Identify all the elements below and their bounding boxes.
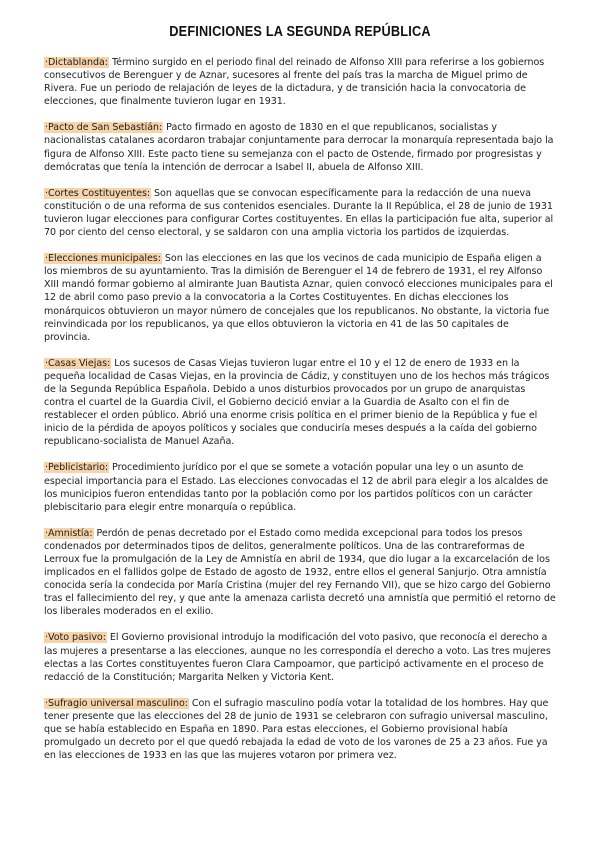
definition-elecciones-municipales (44, 252, 556, 344)
definition-text: Son aquellas que se convocan específicamente para la redacción de una nueva constitución o de una reforma de sus contenidos esenciales. Durante la II República, el 28 de junio de 1931 tuvieron lugar elecciones para configurar Cortes costituyentes. En ellas la participación fue alta, superior al 70 por ciento del censo electoral, y se saldaron con una amplia victoria los partidos de izquierdas. (44, 187, 554, 239)
definition-plebiscitario (44, 461, 556, 513)
definition-text: El Govierno provisional introdujo la modificación del voto pasivo, que reconocía el derecho a las mujeres a presentarse a las elecciones, aunque no les correspondía el derecho a voto. Las tres mujeres electas a las Cortes constituyentes fueron Clara Campoamor, que participó activamente en el proceso de redacció de la Constitución; Margarita Nelken y Victoria Kent. (44, 632, 551, 683)
term-label: ·Dictablanda: (45, 57, 108, 68)
definition-sufragio-universal-masculino (44, 697, 556, 762)
definition-voto-pasivo (44, 631, 556, 683)
definition-cortes-costituyentes (44, 187, 556, 239)
term-label: ·Casas Viejas: (45, 357, 111, 369)
term-label: ·Pacto de San Sebastián: (45, 122, 163, 134)
definition-text: Término surgido en el periodo final del reinado de Alfonso XIII para referirse a los gobiernos consecutivos de Berenguer y de Aznar, sucesores al frente del país tras la marcha de Miguel primo de Rivera. Fue un periodo de relajación de leyes de la dictadura, y de transición hacia la convocatoria de elecciones, que finalmente tuvieron lugar en 1931. (44, 57, 545, 108)
definition-text: Procedimiento jurídico por el que se somete a votación popular una ley o un asunto de especial importancia para el Estado. Las elecciones convocadas el 12 de abril para elegir a los alcaldes de los municipios fueron entendidas tanto por la población como por los partidos políticos con un carácter plebiscitario para elegir entre monarquía o república. (44, 462, 549, 513)
definition-text: Son las elecciones en las que los vecinos de cada municipio de España eligen a los miembros de su ayuntamiento. Tras la dimisión de Berenguer el 14 de febrero de 1931, el rey Alfonso XIII mandó formar gobierno al almirante Juan Bautista Aznar, quien convocó elecciones municipales para el 12 de abril como paso previo a la convocatoria a la Cortes Costituyentes. En dichas elecciones los monárquicos obtuvieron un mayor número de concejales que los republicanos. No obstante, la victoria fue reinvindicada por los republicanos, ya que ellos obtuvieron la victoria en 41 de las 50 capitales de provincia. (44, 253, 553, 343)
page-title: DEFINICIONES LA SEGUNDA REPÚBLICA (169, 24, 431, 40)
term-label: ·Voto pasivo: (45, 632, 106, 644)
term-label: ·Elecciones municipales: (45, 253, 161, 265)
definition-text: Pacto firmado en agosto de 1830 en el que republicanos, socialistas y nacionalistas catalanes acordaron trabajar conjuntamente para derrocar la monarquía representada bajo la figura de Alfonso XIII. Este pacto tiene su semejanza con el pacto de Ostende, firmado por progresistas y demócratas que tenía la intención de derrocar a Isabel II, abuela de Alfonso XIII. (44, 122, 554, 173)
definition-text: Con el sufragio masculino podía votar la totalidad de los hombres. Hay que tener presente que las elecciones del 28 de junio de 1931 se celebraron con sufragio universal masculino, que se había establecido en España en 1890. Para estas elecciones, el Gobierno provisional había promulgado un decreto por el que quedó rebajada la edad de voto de los varones de 25 a 23 años. Fue ya en las elecciones de 1933 en las que las mujeres votaron por primera vez. (44, 697, 549, 762)
term-label: ·Amnistía: (45, 527, 93, 539)
term-label: ·Cortes Costituyentes: (45, 187, 151, 199)
term-label: ·Sufragio universal masculino: (45, 697, 188, 709)
definition-text: Perdón de penas decretado por el Estado como medida excepcional para todos los presos condenados por determinados tipos de delitos, generalmente políticos. Una de las contrareformas de Lerroux fue la promulgación de la Ley de Amnistía en abril de 1934, que dio lugar a la excarcelación de los implicados en el fallidos golpe de Estado de agosto de 1932, entre ellos el general Sanjurjo. Otra amnistía conocida sería la condecida por María Cristina (mujer del rey Fernando VII), que se hizo cargo del Gobierno tras el fallecimiento del rey, y que ante la amenaza carlista decretó una amnistía que permitió el retorno de los liberales moderados en el exilio. (44, 527, 556, 618)
definition-pacto-san-sebastian (44, 121, 556, 173)
definition-text: Los sucesos de Casas Viejas tuvieron lugar entre el 10 y el 12 de enero de 1933 en la pequeña localidad de Casas Viejas, en la provincia de Cádiz, y constituyen uno de los hechos más trágicos de la Segunda República Española. Debido a unos disturbios provocados por un grupo de anarquistas contra el cuartel de la Guardia Civil, el Gobierno decició enviar a la Guardia de Asalto con el fin de restablecer el orden público. Abrió una enorme crisis política en el primer bienio de la República y fue el inicio de la pérdida de apoyos políticos y sociales que conduciría meses después a la caída del gobierno republicano-socialista de Manuel Azaña. (44, 357, 550, 448)
term-label: ·Peblicistario: (45, 462, 109, 474)
definition-amnistia (44, 527, 556, 619)
definition-casas-viejas (44, 357, 556, 449)
definition-dictablanda (44, 56, 556, 108)
